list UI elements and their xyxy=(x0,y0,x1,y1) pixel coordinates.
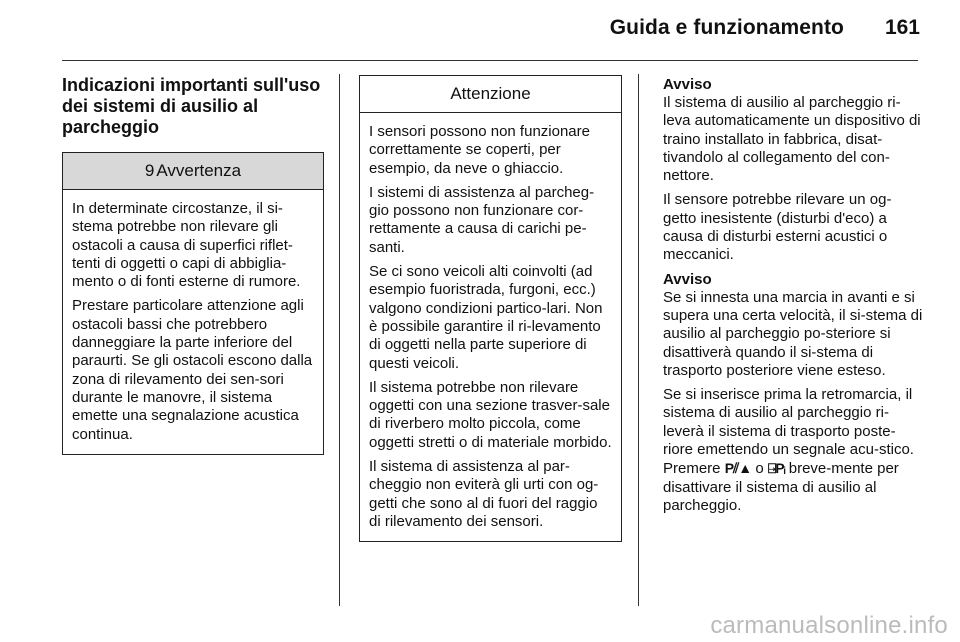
note-text: o xyxy=(755,460,764,478)
note-paragraph: Se si innesta una marcia in avanti e si supera una certa velocità, il si-stema di ausilio al parcheggio po-steriore si disattiverà quando il si-stema di trasporto posteriore viene esteso. xyxy=(663,288,923,379)
note-paragraph-with-icons xyxy=(663,386,923,515)
warning-box-header xyxy=(63,153,323,190)
page-header xyxy=(0,0,960,60)
warning-box xyxy=(62,152,324,455)
page-number: 161 xyxy=(884,16,920,39)
header-divider xyxy=(62,60,918,61)
trailer-park-icon: ⍈Pᵢ xyxy=(767,460,785,477)
column-middle xyxy=(359,75,622,542)
section-heading: Indicazioni importanti sull'uso dei sistemi di ausilio al parcheggio xyxy=(62,75,321,137)
note-paragraph: Il sensore potrebbe rilevare un og-getto inesistente (disturbi d'eco) a causa di disturbi esterni acustici o meccanici. xyxy=(663,191,892,264)
warning-paragraph: Prestare particolare attenzione agli ostacoli bassi che potrebbero danneggiare la parte inferiore del paraurti. Se gli ostacoli escono dalla zona di rilevamento dei sen-sori durante le manovre, il sistema emette una segnalazione acustica continua. xyxy=(72,297,313,443)
park-assist-button-icon: P⫽▲ xyxy=(724,460,752,477)
column-left xyxy=(62,75,324,455)
warning-icon: 9 xyxy=(144,161,155,180)
attention-paragraph: I sensori possono non funzionare correttamente se coperti, per esempio, da neve o ghiaccio. xyxy=(369,123,590,177)
note-paragraph: Il sistema di ausilio al parcheggio ri-leva automaticamente un dispositivo di traino installato in fabbrica, disat-tivandolo al collegamento del con-nettore. xyxy=(663,94,921,185)
warning-paragraph: In determinate circostanze, il si-stema potrebbe non rilevare gli ostacoli a causa di superfici riflet-tenti di oggetti o capi di abbiglia-mento o di fonti esterne di rumore. xyxy=(72,200,301,291)
note-label: Avviso xyxy=(663,76,712,93)
chapter-title: Guida e funzionamento xyxy=(609,16,844,39)
note-text: Se si inserisce prima la retromarcia, il sistema di ausilio al parcheggio ri-leverà il sistema di trasporto poste-riore emettendo un segnale acu-stico. Premere xyxy=(663,386,914,478)
attention-title: Attenzione xyxy=(450,84,531,103)
attention-paragraph: Se ci sono veicoli alti coinvolti (ad esempio fuoristrada, furgoni, ecc.) valgono condizioni partico-lari. Non è possibile garantire il ri-levamento di oggetti nella parte superiore di questi veicoli. xyxy=(369,263,603,372)
attention-paragraph: Il sistema di assistenza al par-cheggio non eviterà gli urti con og-getti che sono al di fuori del raggio di rilevamento dei sensori. xyxy=(369,458,599,530)
attention-box xyxy=(359,75,622,542)
attention-paragraph: Il sistema potrebbe non rilevare oggetti con una sezione trasver-sale di riverbero molto piccola, come oggetti stretti o di materiale morbido. xyxy=(369,378,612,451)
warning-title: Avvertenza xyxy=(156,161,242,180)
warning-box-body xyxy=(63,190,323,454)
column-divider-2 xyxy=(638,74,639,606)
attention-box-header xyxy=(360,76,621,113)
note-label: Avviso xyxy=(663,270,712,288)
attention-box-body xyxy=(360,113,621,541)
column-right xyxy=(663,76,923,521)
column-divider-1 xyxy=(339,74,340,606)
watermark: carmanualsonline.info xyxy=(710,612,948,639)
attention-paragraph: I sistemi di assistenza al parcheg-gio possono non funzionare cor-rettamente a causa di carichi pe-santi. xyxy=(369,183,595,256)
note-text: breve-mente per disattivare il sistema di ausilio al parcheggio. xyxy=(663,460,899,514)
